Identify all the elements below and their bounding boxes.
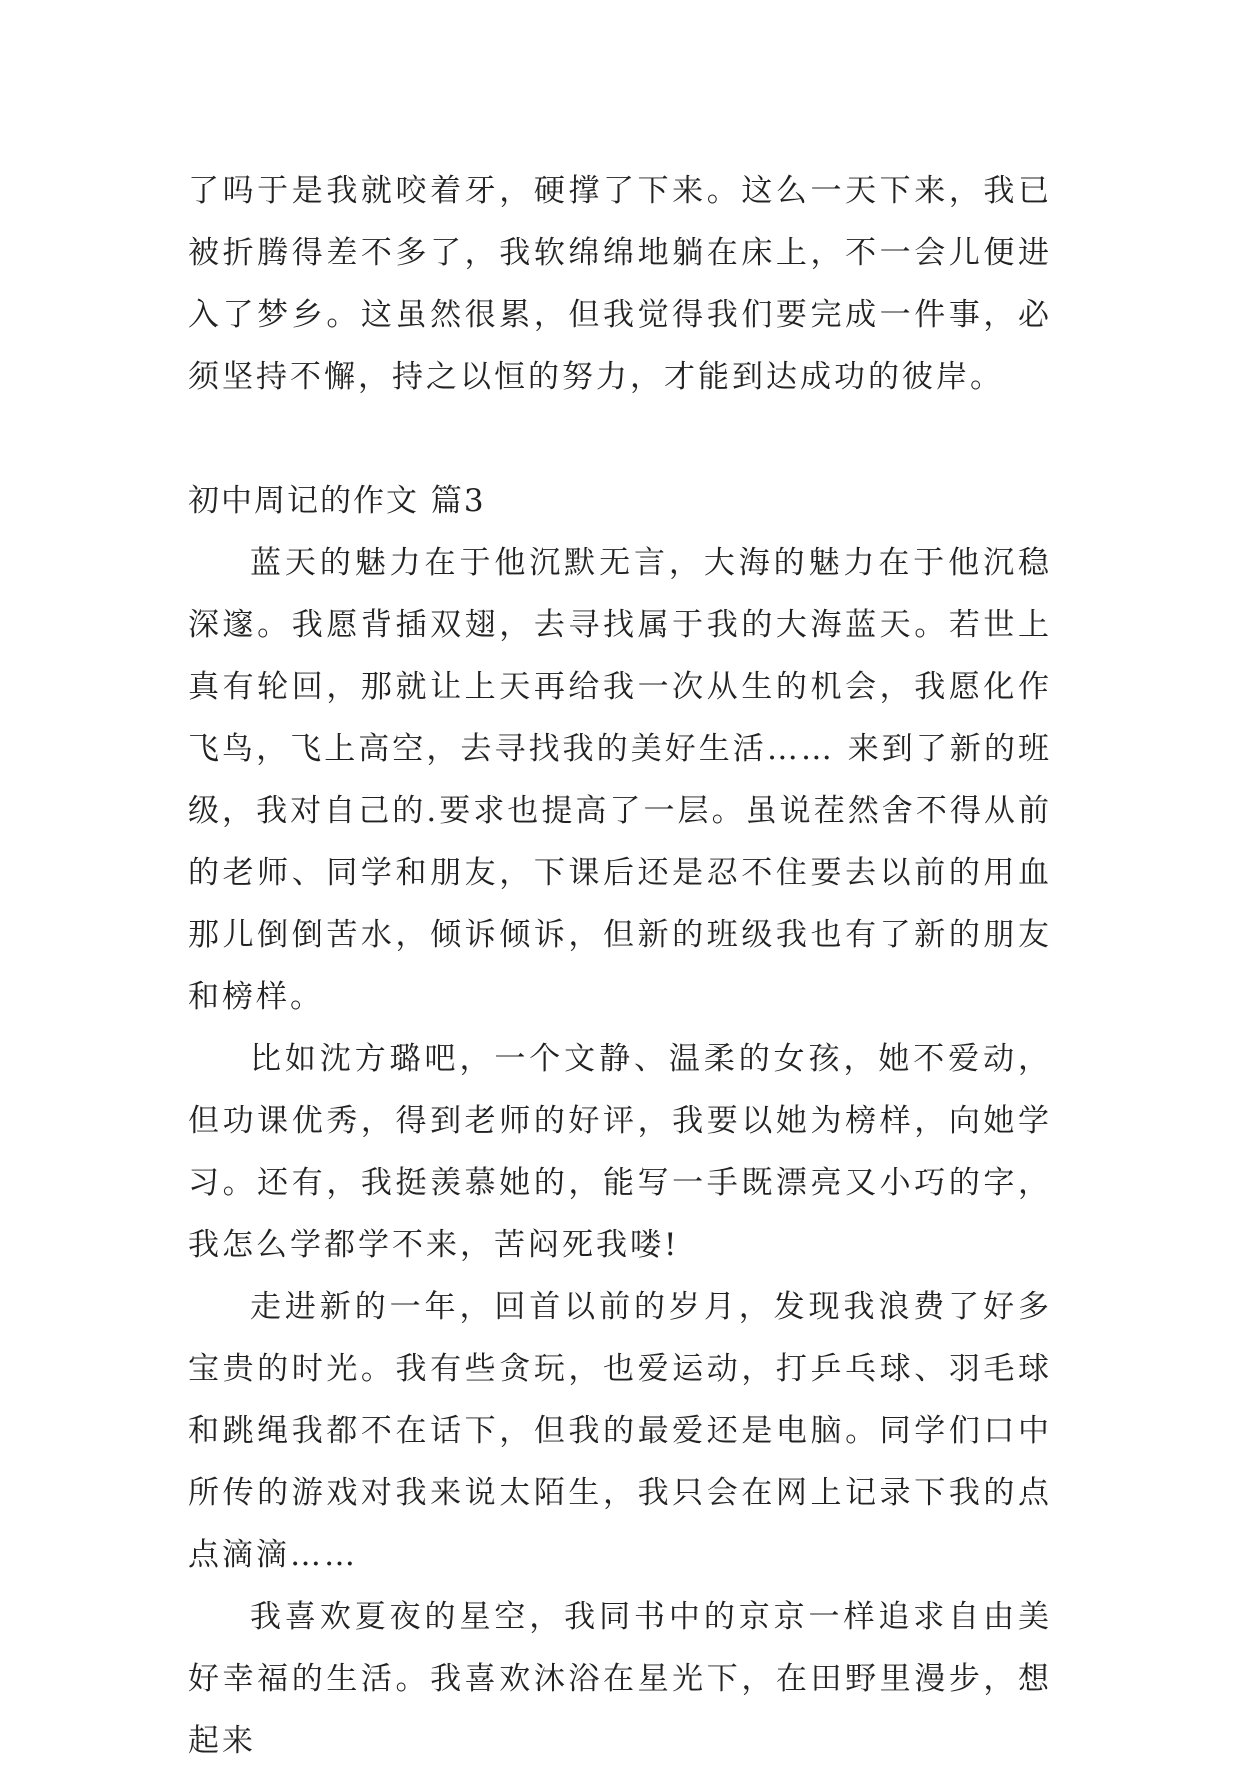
paragraph-1: 蓝天的魅力在于他沉默无言，大海的魅力在于他沉稳深邃。我愿背插双翅，去寻找属于我的大海蓝天。若世上真有轮回，那就让上天再给我一次从生的机会，我愿化作飞鸟，飞上高空，去寻找我的美好生活…… 来到了新的班级，我对自己的.要求也提高了一层。虽说茬然舍不得从前的老师、同学和朋友，下课后还是忍不住要去以前的用血那儿倒倒苦水，倾诉倾诉，但新的班级我也有了新的朋友和榜样。 xyxy=(188,545,1052,1015)
paragraph-4: 我喜欢夏夜的星空，我同书中的京京一样追求自由美好幸福的生活。我喜欢沐浴在星光下，在田野里漫步，想起来 xyxy=(188,1599,1052,1759)
intro-paragraph: 了吗于是我就咬着牙，硬撑了下来。这么一天下来，我已被折腾得差不多了，我软绵绵地躺在床上，不一会儿便进入了梦乡。这虽然很累，但我觉得我们要完成一件事，必须坚持不懈，持之以恒的努力，才能到达成功的彼岸。 xyxy=(188,173,1052,395)
paragraph-2: 比如沈方璐吧，一个文静、温柔的女孩，她不爱动，但功课优秀，得到老师的好评，我要以她为榜样，向她学习。还有，我挺羡慕她的，能写一手既漂亮又小巧的字，我怎么学都学不来，苦闷死我喽! xyxy=(188,1041,1052,1263)
paragraph-3: 走进新的一年，回首以前的岁月，发现我浪费了好多宝贵的时光。我有些贪玩，也爱运动，打乒乓球、羽毛球和跳绳我都不在话下，但我的最爱还是电脑。同学们口中所传的游戏对我来说太陌生，我只会在网上记录下我的点点滴滴…… xyxy=(188,1289,1052,1573)
section-title: 初中周记的作文 篇3 xyxy=(188,483,486,519)
document-body xyxy=(188,160,1052,1772)
